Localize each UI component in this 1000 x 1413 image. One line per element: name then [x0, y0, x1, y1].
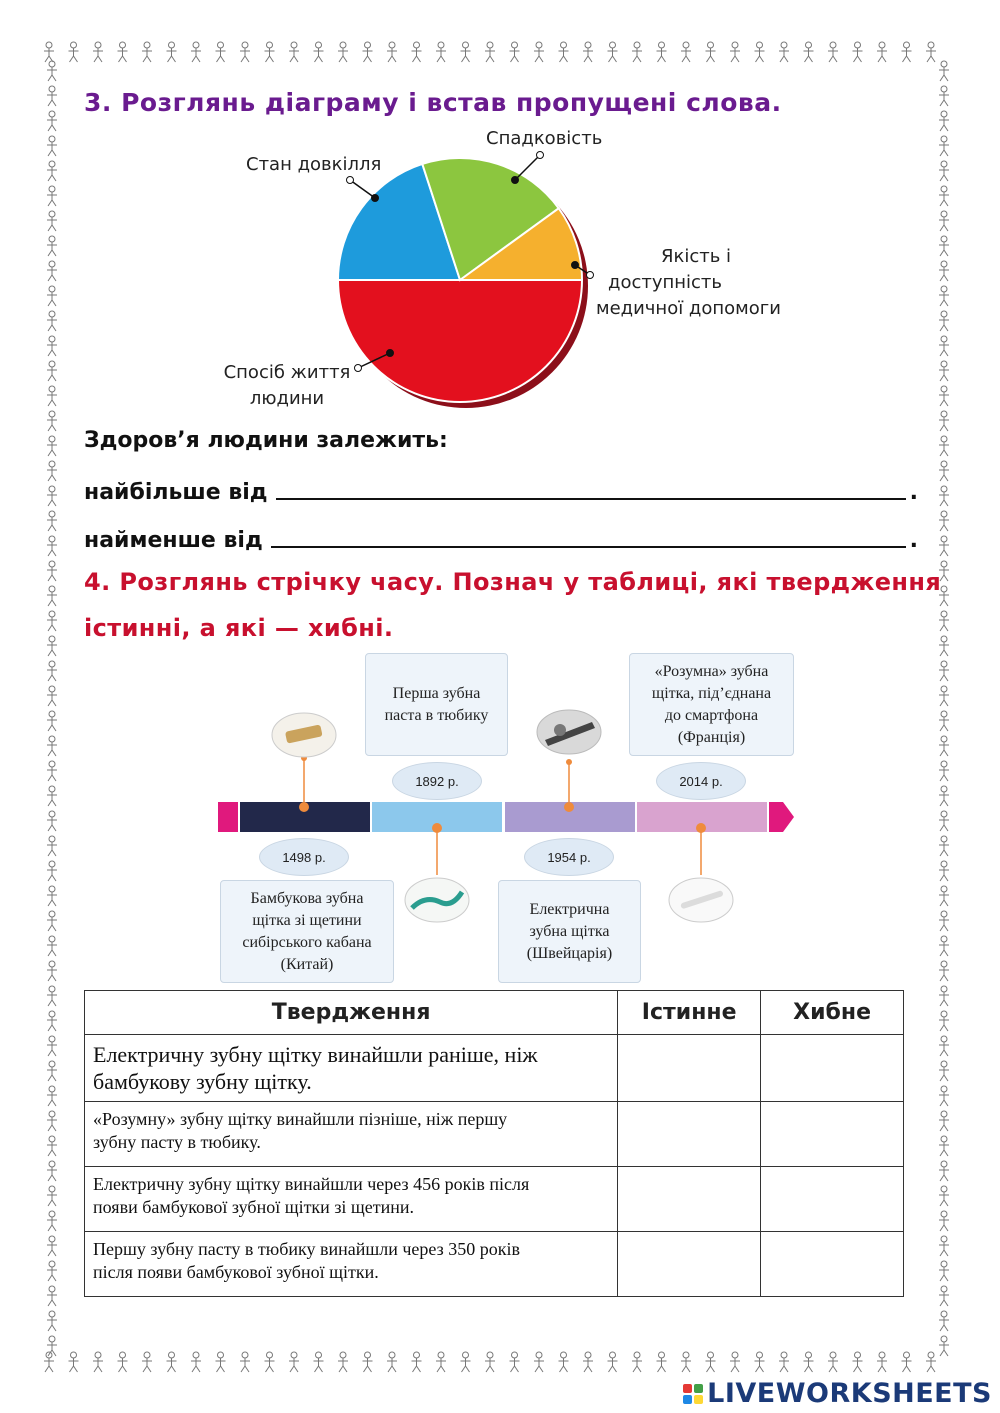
statement-2-line2: зубну пасту в тюбику. — [93, 1132, 261, 1152]
pie-label-medicine-line2: доступність — [608, 272, 723, 293]
border-figure-icon — [681, 42, 691, 62]
border-figure-icon — [47, 286, 57, 306]
pie-label-heredity: Спадковість — [486, 128, 603, 149]
border-figure-icon — [461, 1352, 471, 1372]
border-figure-icon — [47, 1161, 57, 1181]
false-cell-1[interactable] — [761, 1035, 904, 1102]
border-figure-icon — [47, 861, 57, 881]
decorative-border-left — [40, 60, 68, 1360]
least-from-period: . — [909, 528, 918, 553]
event-1498-line1: Бамбукова зубна — [250, 889, 364, 907]
year-bubble-1892: 1892 р. — [392, 762, 482, 800]
border-figure-icon — [939, 111, 949, 131]
border-figure-icon — [216, 42, 226, 62]
border-figure-icon — [939, 236, 949, 256]
border-figure-icon — [47, 1311, 57, 1331]
true-cell-4[interactable] — [618, 1232, 761, 1297]
year-bubble-1498: 1498 р. — [259, 838, 349, 876]
border-figure-icon — [47, 561, 57, 581]
pie-leader-dot — [587, 272, 594, 279]
border-figure-icon — [47, 811, 57, 831]
border-figure-icon — [828, 1352, 838, 1372]
decorative-border-top — [40, 38, 960, 66]
statements-table — [84, 990, 904, 1297]
pie-label-lifestyle — [214, 360, 360, 412]
border-figure-icon — [657, 1352, 667, 1372]
border-figure-icon — [47, 836, 57, 856]
border-figure-icon — [47, 61, 57, 81]
pie-leader-dot — [512, 177, 519, 184]
timeline-marker-1892 — [432, 823, 442, 833]
table-header-row — [85, 991, 904, 1035]
border-figure-icon — [69, 1352, 79, 1372]
border-figure-icon — [804, 42, 814, 62]
border-figure-icon — [559, 1352, 569, 1372]
statement-cell — [85, 1035, 618, 1102]
border-figure-icon — [47, 486, 57, 506]
border-figure-icon — [939, 161, 949, 181]
border-figure-icon — [939, 661, 949, 681]
timeline-start-cap — [218, 802, 238, 832]
task4-heading-line2: істинні, а які — хибні. — [84, 614, 394, 642]
liveworksheets-brand[interactable] — [683, 1378, 992, 1409]
border-figure-icon — [314, 1352, 324, 1372]
border-figure-icon — [706, 1352, 716, 1372]
pie-leader-line — [350, 180, 375, 198]
border-figure-icon — [47, 986, 57, 1006]
border-figure-icon — [804, 1352, 814, 1372]
event-1954-line3: (Швейцарія) — [526, 944, 613, 962]
liveworksheets-logo-icon — [683, 1384, 703, 1404]
border-figure-icon — [240, 1352, 250, 1372]
event-card-1892 — [365, 653, 508, 756]
pie-label-medicine — [596, 244, 796, 322]
statement-2-line1: «Розумну» зубну щітку винайшли пізніше, ніж першу — [93, 1109, 508, 1129]
border-figure-icon — [47, 386, 57, 406]
border-figure-icon — [939, 261, 949, 281]
border-figure-icon — [191, 1352, 201, 1372]
border-figure-icon — [939, 511, 949, 531]
border-figure-icon — [939, 961, 949, 981]
least-from-row — [84, 524, 918, 553]
border-figure-icon — [93, 42, 103, 62]
border-figure-icon — [939, 1161, 949, 1181]
event-1954-line2: зубна щітка — [529, 922, 610, 940]
border-figure-icon — [828, 42, 838, 62]
border-figure-icon — [314, 42, 324, 62]
border-figure-icon — [47, 736, 57, 756]
border-figure-icon — [939, 1211, 949, 1231]
border-figure-icon — [939, 911, 949, 931]
border-figure-icon — [755, 1352, 765, 1372]
border-figure-icon — [69, 42, 79, 62]
border-figure-icon — [47, 1286, 57, 1306]
border-figure-icon — [559, 42, 569, 62]
border-figure-icon — [47, 536, 57, 556]
statement-1-line2: бамбукову зубну щітку. — [93, 1069, 312, 1094]
decorative-border-bottom — [40, 1348, 960, 1376]
border-figure-icon — [939, 636, 949, 656]
border-figure-icon — [47, 461, 57, 481]
border-figure-icon — [289, 1352, 299, 1372]
border-figure-icon — [939, 1111, 949, 1131]
timeline-marker-2014 — [696, 823, 706, 833]
border-figure-icon — [534, 1352, 544, 1372]
true-cell-3[interactable] — [618, 1167, 761, 1232]
pie-label-lifestyle-line1: Спосіб життя — [223, 362, 351, 383]
border-figure-icon — [240, 42, 250, 62]
border-figure-icon — [47, 1261, 57, 1281]
border-figure-icon — [939, 136, 949, 156]
event-card-2014 — [629, 653, 794, 756]
border-figure-icon — [118, 1352, 128, 1372]
timeline-arrow-head — [769, 802, 794, 832]
border-figure-icon — [47, 1136, 57, 1156]
border-figure-icon — [681, 1352, 691, 1372]
border-figure-icon — [265, 42, 275, 62]
border-figure-icon — [47, 686, 57, 706]
border-figure-icon — [47, 86, 57, 106]
border-figure-icon — [939, 361, 949, 381]
statement-3-line2: появи бамбукової зубної щітки зі щетини. — [93, 1197, 415, 1217]
true-cell-2[interactable] — [618, 1102, 761, 1167]
false-cell-2[interactable] — [761, 1102, 904, 1167]
pie-slice-lifestyle — [338, 280, 582, 402]
border-figure-icon — [47, 136, 57, 156]
border-figure-icon — [47, 1086, 57, 1106]
border-figure-icon — [939, 336, 949, 356]
border-figure-icon — [939, 286, 949, 306]
event-1954-line1: Електрична — [529, 900, 610, 918]
most-from-label: найбільше від — [84, 480, 268, 505]
border-figure-icon — [939, 1336, 949, 1356]
pie-leader-dot — [537, 152, 544, 159]
most-from-period: . — [909, 480, 918, 505]
border-figure-icon — [93, 1352, 103, 1372]
border-figure-icon — [939, 811, 949, 831]
border-figure-icon — [436, 1352, 446, 1372]
border-figure-icon — [939, 86, 949, 106]
border-figure-icon — [167, 1352, 177, 1372]
table-row — [85, 1102, 904, 1167]
event-card-1498 — [220, 880, 394, 983]
pie-leader-dot — [387, 350, 394, 357]
border-figure-icon — [939, 1186, 949, 1206]
border-figure-icon — [939, 761, 949, 781]
border-figure-icon — [387, 1352, 397, 1372]
statement-cell — [85, 1102, 618, 1167]
table-row — [85, 1167, 904, 1232]
border-figure-icon — [939, 1011, 949, 1031]
statement-cell — [85, 1167, 618, 1232]
border-figure-icon — [363, 42, 373, 62]
border-figure-icon — [44, 42, 54, 62]
border-figure-icon — [608, 1352, 618, 1372]
most-from-row — [84, 476, 918, 505]
border-figure-icon — [47, 311, 57, 331]
border-figure-icon — [47, 186, 57, 206]
border-figure-icon — [939, 836, 949, 856]
border-figure-icon — [47, 786, 57, 806]
border-figure-icon — [47, 436, 57, 456]
header-statement: Твердження — [85, 991, 618, 1035]
border-figure-icon — [939, 461, 949, 481]
pie-label-medicine-line1: Якість і — [660, 246, 732, 267]
border-figure-icon — [779, 1352, 789, 1372]
false-cell-3[interactable] — [761, 1167, 904, 1232]
border-figure-icon — [939, 1036, 949, 1056]
border-figure-icon — [939, 436, 949, 456]
border-figure-icon — [436, 42, 446, 62]
event-1498-line2: щітка зі щетини — [252, 911, 362, 929]
border-figure-icon — [47, 1186, 57, 1206]
event-2014-line4: (Франція) — [677, 728, 746, 746]
border-figure-icon — [632, 42, 642, 62]
border-figure-icon — [47, 936, 57, 956]
border-figure-icon — [939, 386, 949, 406]
border-figure-icon — [47, 1061, 57, 1081]
border-figure-icon — [363, 1352, 373, 1372]
border-figure-icon — [47, 661, 57, 681]
border-figure-icon — [142, 42, 152, 62]
border-figure-icon — [902, 1352, 912, 1372]
border-figure-icon — [534, 42, 544, 62]
health-depends-text: Здоров’я людини залежить: — [84, 428, 448, 453]
border-figure-icon — [939, 861, 949, 881]
border-figure-icon — [632, 1352, 642, 1372]
border-figure-icon — [47, 411, 57, 431]
header-true: Істинне — [618, 991, 761, 1035]
border-figure-icon — [583, 42, 593, 62]
border-figure-icon — [412, 1352, 422, 1372]
statement-1-line1: Електричну зубну щітку винайшли раніше, ніж — [93, 1042, 538, 1067]
decorative-border-right — [932, 60, 960, 1360]
pie-label-environment: Стан довкілля — [246, 154, 382, 175]
statement-cell — [85, 1232, 618, 1297]
border-figure-icon — [939, 736, 949, 756]
task3-heading: 3. Розглянь діаграму і встав пропущені слова. — [84, 88, 782, 117]
border-figure-icon — [47, 586, 57, 606]
border-figure-icon — [412, 42, 422, 62]
border-figure-icon — [779, 42, 789, 62]
border-figure-icon — [47, 911, 57, 931]
border-figure-icon — [939, 211, 949, 231]
border-figure-icon — [657, 42, 667, 62]
event-1892-line2: паста в тюбику — [384, 706, 489, 724]
border-figure-icon — [47, 1036, 57, 1056]
pie-label-lifestyle-line2: людини — [249, 388, 325, 409]
border-figure-icon — [510, 42, 520, 62]
header-false: Хибне — [761, 991, 904, 1035]
true-cell-1[interactable] — [618, 1035, 761, 1102]
border-figure-icon — [730, 42, 740, 62]
border-figure-icon — [265, 1352, 275, 1372]
border-figure-icon — [118, 42, 128, 62]
border-figure-icon — [877, 42, 887, 62]
border-figure-icon — [191, 42, 201, 62]
pie-label-medicine-line3: медичної допомоги — [596, 298, 781, 319]
border-figure-icon — [47, 211, 57, 231]
event-1498-line4: (Китай) — [280, 955, 334, 973]
border-figure-icon — [289, 42, 299, 62]
border-figure-icon — [167, 42, 177, 62]
table-row — [85, 1035, 904, 1102]
border-figure-icon — [485, 42, 495, 62]
border-figure-icon — [939, 936, 949, 956]
border-figure-icon — [47, 886, 57, 906]
border-figure-icon — [755, 42, 765, 62]
statement-4-line1: Першу зубну пасту в тюбику винайшли через 350 років — [93, 1239, 520, 1259]
brand-name: LIVEWORKSHEETS — [707, 1378, 992, 1409]
border-figure-icon — [387, 42, 397, 62]
border-figure-icon — [939, 1061, 949, 1081]
border-figure-icon — [939, 1261, 949, 1281]
statement-4-line2: після появи бамбукової зубної щітки. — [93, 1262, 379, 1282]
border-figure-icon — [939, 686, 949, 706]
border-figure-icon — [47, 1211, 57, 1231]
border-figure-icon — [47, 611, 57, 631]
border-figure-icon — [939, 986, 949, 1006]
event-2014-line3: до смартфона — [664, 706, 759, 724]
border-figure-icon — [877, 1352, 887, 1372]
border-figure-icon — [939, 1311, 949, 1331]
border-figure-icon — [939, 486, 949, 506]
border-figure-icon — [939, 886, 949, 906]
border-figure-icon — [902, 42, 912, 62]
table-row — [85, 1232, 904, 1297]
statement-3-line1: Електричну зубну щітку винайшли через 456 років після — [93, 1174, 530, 1194]
task4-heading-line1: 4. Розглянь стрічку часу. Познач у таблиці, які твердження — [84, 568, 942, 596]
border-figure-icon — [853, 42, 863, 62]
border-figure-icon — [47, 361, 57, 381]
border-figure-icon — [338, 42, 348, 62]
pie-leader-dot — [372, 195, 379, 202]
border-figure-icon — [47, 336, 57, 356]
border-figure-icon — [853, 1352, 863, 1372]
border-figure-icon — [47, 1011, 57, 1031]
border-figure-icon — [47, 1111, 57, 1131]
most-from-answer-blank[interactable] — [276, 476, 906, 500]
border-figure-icon — [47, 511, 57, 531]
border-figure-icon — [47, 1336, 57, 1356]
border-figure-icon — [47, 161, 57, 181]
border-figure-icon — [939, 536, 949, 556]
border-figure-icon — [939, 611, 949, 631]
year-bubble-2014: 2014 р. — [656, 762, 746, 800]
border-figure-icon — [47, 261, 57, 281]
border-figure-icon — [47, 711, 57, 731]
timeline-marker-1954 — [564, 802, 574, 812]
border-figure-icon — [939, 786, 949, 806]
border-figure-icon — [583, 1352, 593, 1372]
pie-leader-dot — [572, 262, 579, 269]
least-from-label: найменше від — [84, 528, 263, 553]
border-figure-icon — [730, 1352, 740, 1372]
border-figure-icon — [47, 636, 57, 656]
border-figure-icon — [461, 42, 471, 62]
border-figure-icon — [706, 42, 716, 62]
border-figure-icon — [939, 186, 949, 206]
border-figure-icon — [608, 42, 618, 62]
border-figure-icon — [939, 1236, 949, 1256]
border-figure-icon — [510, 1352, 520, 1372]
border-figure-icon — [338, 1352, 348, 1372]
border-figure-icon — [939, 1286, 949, 1306]
year-bubble-1954: 1954 р. — [524, 838, 614, 876]
timeline-marker-1498 — [299, 802, 309, 812]
border-figure-icon — [939, 61, 949, 81]
event-2014-line2: щітка, під’єднана — [651, 684, 772, 702]
border-figure-icon — [47, 961, 57, 981]
border-figure-icon — [939, 1086, 949, 1106]
border-figure-icon — [939, 411, 949, 431]
border-figure-icon — [142, 1352, 152, 1372]
border-figure-icon — [939, 711, 949, 731]
pie-leader-line — [515, 155, 540, 180]
border-figure-icon — [485, 1352, 495, 1372]
event-card-1954 — [498, 880, 641, 983]
least-from-answer-blank[interactable] — [271, 524, 906, 548]
event-1498-line3: сибірського кабана — [242, 933, 372, 951]
border-figure-icon — [926, 42, 936, 62]
border-figure-icon — [939, 311, 949, 331]
pie-chart — [330, 150, 620, 420]
border-figure-icon — [47, 1236, 57, 1256]
event-2014-line1: «Розумна» зубна — [654, 662, 769, 680]
false-cell-4[interactable] — [761, 1232, 904, 1297]
border-figure-icon — [47, 111, 57, 131]
event-1892-line1: Перша зубна — [392, 684, 481, 702]
border-figure-icon — [216, 1352, 226, 1372]
border-figure-icon — [939, 1136, 949, 1156]
border-figure-icon — [47, 761, 57, 781]
border-figure-icon — [47, 236, 57, 256]
